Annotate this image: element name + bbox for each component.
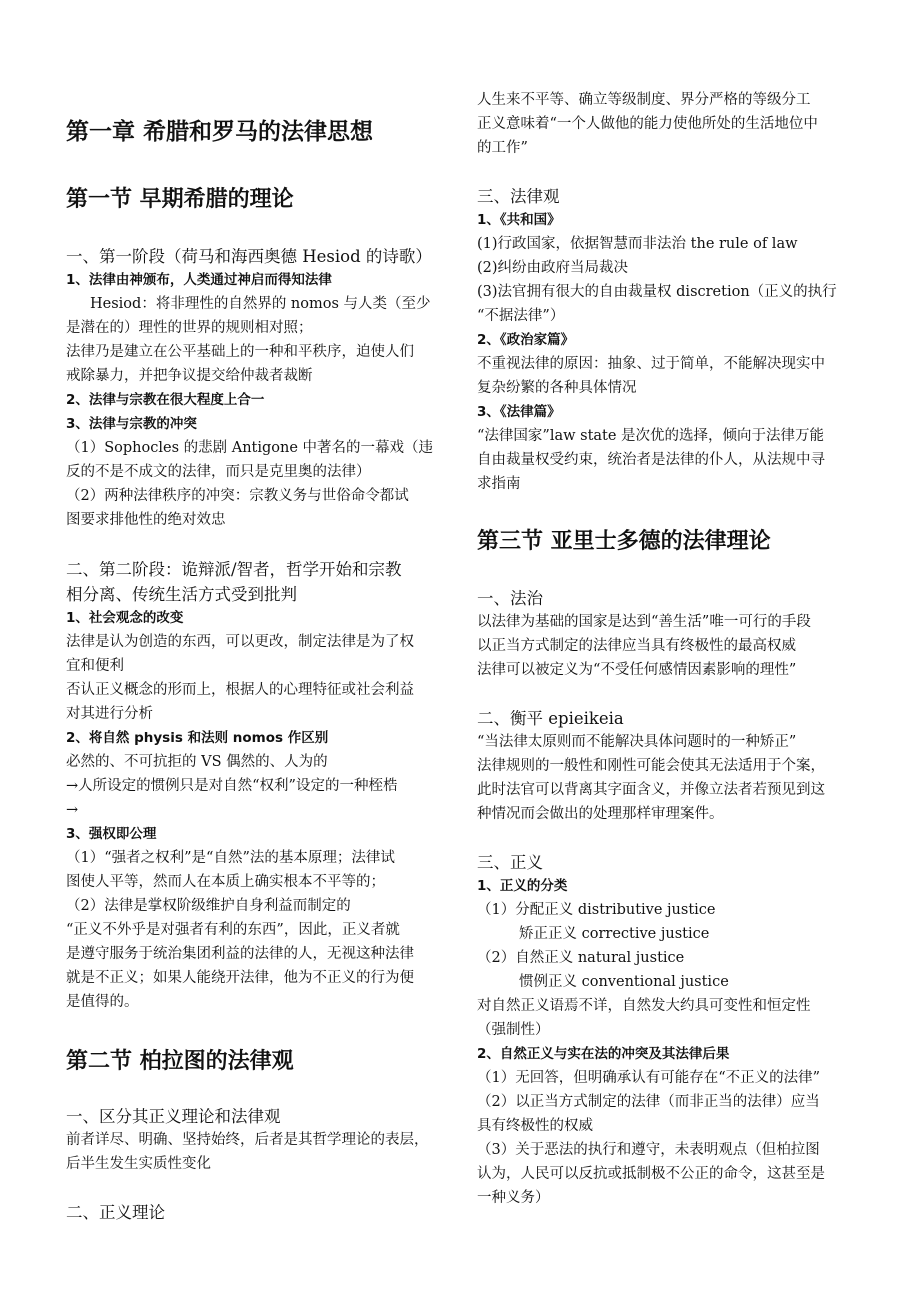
stage-1-point-3-title: 3、法律与宗教的冲突 <box>66 416 197 432</box>
paragraph-line: （2）两种法律秩序的冲突：宗教义务与世俗命令都试 <box>66 488 409 504</box>
paragraph-line: 正义意味着“一个人做他的能力使他所处的生活地位中 <box>477 116 818 132</box>
stage-2-point-2-title: 2、将自然 physis 和法则 nomos 作区别 <box>66 730 329 746</box>
paragraph-line: （2）以正当方式制定的法律（而非正当的法律）应当 <box>477 1094 820 1110</box>
section-2-heading-1: 一、区分其正义理论和法律观 <box>66 1107 281 1126</box>
paragraph-line: “不据法律”） <box>477 308 565 324</box>
paragraph-line: 图要求排他性的绝对效忠 <box>66 512 226 528</box>
paragraph-line: 复杂纷繁的各种具体情况 <box>477 380 637 396</box>
section-2-title: 第二节 柏拉图的法律观 <box>66 1049 294 1074</box>
paragraph-line: Hesiod：将非理性的自然界的 nomos 与人类（至少 <box>90 296 431 312</box>
section-3-heading-3: 三、正义 <box>477 853 543 872</box>
paragraph-line: 前者详尽、明确、坚持始终，后者是其哲学理论的表层， <box>66 1132 429 1148</box>
paragraph-line: 后半生发生实质性变化 <box>66 1156 211 1172</box>
stage-1-point-1-title: 1、法律由神颁布，人类通过神启而得知法律 <box>66 272 332 288</box>
stage-1-point-2-title: 2、法律与宗教在很大程度上合一 <box>66 392 265 408</box>
paragraph-line: 就是不正义；如果人能绕开法律，他为不正义的行为便 <box>66 970 414 986</box>
paragraph-line: 必然的、不可抗拒的 VS 偶然的、人为的 <box>66 754 328 770</box>
paragraph-line: “法律国家”law state 是次优的选择，倾向于法律万能 <box>477 428 825 444</box>
chapter-title: 第一章 希腊和罗马的法律思想 <box>66 119 374 145</box>
paragraph-line: 否认正义概念的形而上，根据人的心理特征或社会利益 <box>66 682 414 698</box>
paragraph-line: “当法律太原则而不能解决具体问题时的一种矫正” <box>477 734 797 750</box>
paragraph-line: 此时法官可以背离其字面含义，并像立法者若预见到这 <box>477 782 825 798</box>
paragraph-line: (1)行政国家，依据智慧而非法治 the rule of law <box>477 236 798 252</box>
paragraph-line: 一种义务） <box>477 1190 550 1206</box>
paragraph-line: 法律可以被定义为“不受任何感情因素影响的理性” <box>477 662 797 678</box>
paragraph-line: 以法律为基础的国家是达到“善生活”唯一可行的手段 <box>477 614 811 630</box>
paragraph-line: 对自然正义语焉不详，自然发大约具可变性和恒定性 <box>477 998 811 1014</box>
paragraph-line: 人生来不平等、确立等级制度、界分严格的等级分工 <box>477 92 811 108</box>
paragraph-line: 是潜在的）理性的世界的规则相对照； <box>66 320 313 336</box>
paragraph-line: 求指南 <box>477 476 521 492</box>
stage-2-point-3-title: 3、强权即公理 <box>66 826 157 842</box>
paragraph-line: 认为，人民可以反抗或抵制极不公正的命令，这甚至是 <box>477 1166 825 1182</box>
statesman-title: 2、《政治家篇》 <box>477 332 575 348</box>
paragraph-line: 种情况而会做出的处理那样审理案件。 <box>477 806 724 822</box>
conflict-title: 2、自然正义与实在法的冲突及其法律后果 <box>477 1046 730 1062</box>
paragraph-line: 的工作” <box>477 140 528 156</box>
paragraph-line: 戒除暴力，并把争议提交给仲裁者裁断 <box>66 368 313 384</box>
paragraph-line: （1）“强者之权利”是“自然”法的基本原理；法律试 <box>66 850 395 866</box>
republic-title: 1、《共和国》 <box>477 212 561 228</box>
paragraph-line: （1）无回答，但明确承认有可能存在“不正义的法律” <box>477 1070 821 1086</box>
paragraph-line: 对其进行分析 <box>66 706 153 722</box>
paragraph-line: 法律规则的一般性和刚性可能会使其无法适用于个案， <box>477 758 825 774</box>
section-3-title: 第三节 亚里士多德的法律理论 <box>477 529 771 554</box>
paragraph-line: (2)纠纷由政府当局裁决 <box>477 260 629 276</box>
paragraph-line: 是值得的。 <box>66 994 139 1010</box>
section-3-heading-1: 一、法治 <box>477 589 543 608</box>
paragraph-line: 不重视法律的原因：抽象、过于简单，不能解决现实中 <box>477 356 825 372</box>
paragraph-line: 法律乃是建立在公平基础上的一种和平秩序，迫使人们 <box>66 344 414 360</box>
paragraph-line: （1）分配正义 distributive justice <box>477 902 716 918</box>
section-3-heading-2: 二、衡平 epieikeia <box>477 709 624 728</box>
stage-2-point-1-title: 1、社会观念的改变 <box>66 610 184 626</box>
paragraph-line: →人所设定的惯例只是对自然“权利”设定的一种桎梏 <box>66 778 398 794</box>
section-2-heading-2: 二、正义理论 <box>66 1203 165 1222</box>
paragraph-line: （2）法律是掌权阶级维护自身利益而制定的 <box>66 898 351 914</box>
section-1-title: 第一节 早期希腊的理论 <box>66 187 294 212</box>
paragraph-line: (3)法官拥有很大的自由裁量权 discretion（正义的执行 <box>477 284 837 300</box>
paragraph-line: 法律是认为创造的东西，可以更改，制定法律是为了权 <box>66 634 414 650</box>
paragraph-line: （1）Sophocles 的悲剧 Antigone 中著名的一幕戏（违 <box>66 440 434 456</box>
classification-title: 1、正义的分类 <box>477 878 568 894</box>
paragraph-line: 宜和便利 <box>66 658 124 674</box>
paragraph-line: 自由裁量权受约束，统治者是法律的仆人，从法规中寻 <box>477 452 825 468</box>
paragraph-line: 以正当方式制定的法律应当具有终极性的最高权威 <box>477 638 796 654</box>
paragraph-line: “正义不外乎是对强者有利的东西”，因此，正义者就 <box>66 922 400 938</box>
stage-1-heading: 一、第一阶段（荷马和海西奥德 Hesiod 的诗歌） <box>66 247 432 266</box>
paragraph-line: 图使人平等，然而人在本质上确实根本不平等的； <box>66 874 385 890</box>
paragraph-line: 反的不是不成文的法律，而只是克里奥的法律） <box>66 464 371 480</box>
paragraph-line: 矫正正义 corrective justice <box>519 926 710 942</box>
stage-2-heading: 二、第二阶段：诡辩派/智者，哲学开始和宗教 <box>66 560 402 579</box>
paragraph-line: 是遵守服务于统治集团利益的法律的人，无视这种法律 <box>66 946 414 962</box>
stage-2-heading: 相分离、传统生活方式受到批判 <box>66 585 297 604</box>
paragraph-line: 惯例正义 conventional justice <box>519 974 729 990</box>
arrow-icon: → <box>66 802 79 818</box>
paragraph-line: 具有终极性的权威 <box>477 1118 593 1134</box>
section-2-heading-3: 三、法律观 <box>477 187 560 206</box>
paragraph-line: （3）关于恶法的执行和遵守，未表明观点（但柏拉图 <box>477 1142 820 1158</box>
paragraph-line: （强制性） <box>477 1022 550 1038</box>
laws-title: 3、《法律篇》 <box>477 404 561 420</box>
paragraph-line: （2）自然正义 natural justice <box>477 950 685 966</box>
